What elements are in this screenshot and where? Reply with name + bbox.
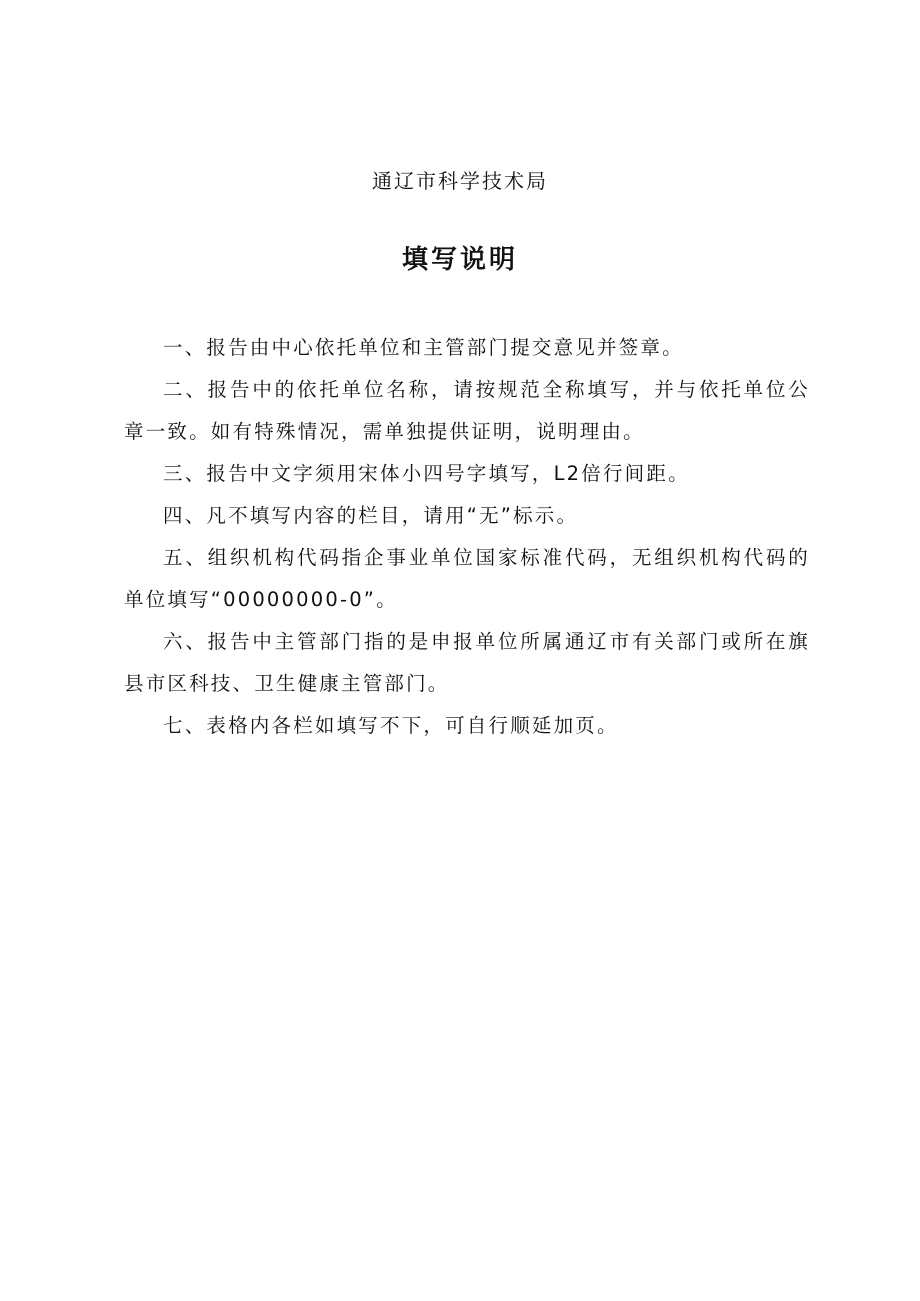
instruction-list [124, 327, 810, 747]
page-title: 填写说明 [401, 245, 518, 275]
instruction-item-5: 五、组织机构代码指企事业单位国家标准代码，无组织机构代码的单位填写“00000000-0”。 [124, 546, 810, 611]
instruction-item-7: 七、表格内各栏如填写不下，可自行顺延加页。 [163, 714, 619, 737]
instruction-item-6: 六、报告中主管部门指的是申报单位所属通辽市有关部门或所在旗县市区科技、卫生健康主管部门。 [124, 630, 810, 695]
instruction-item-4: 四、凡不填写内容的栏目，请用“无”标示。 [163, 504, 579, 527]
instruction-item-1: 一、报告由中心依托单位和主管部门提交意见并签章。 [163, 336, 684, 359]
instruction-item-2: 二、报告中的依托单位名称，请按规范全称填写，并与依托单位公章一致。如有特殊情况，需单独提供证明，说明理由。 [124, 378, 810, 443]
instruction-item-3: 三、报告中文字须用宋体小四号字填写，L2倍行间距。 [163, 462, 690, 485]
issuing-organization: 通辽市科学技术局 [372, 169, 548, 193]
